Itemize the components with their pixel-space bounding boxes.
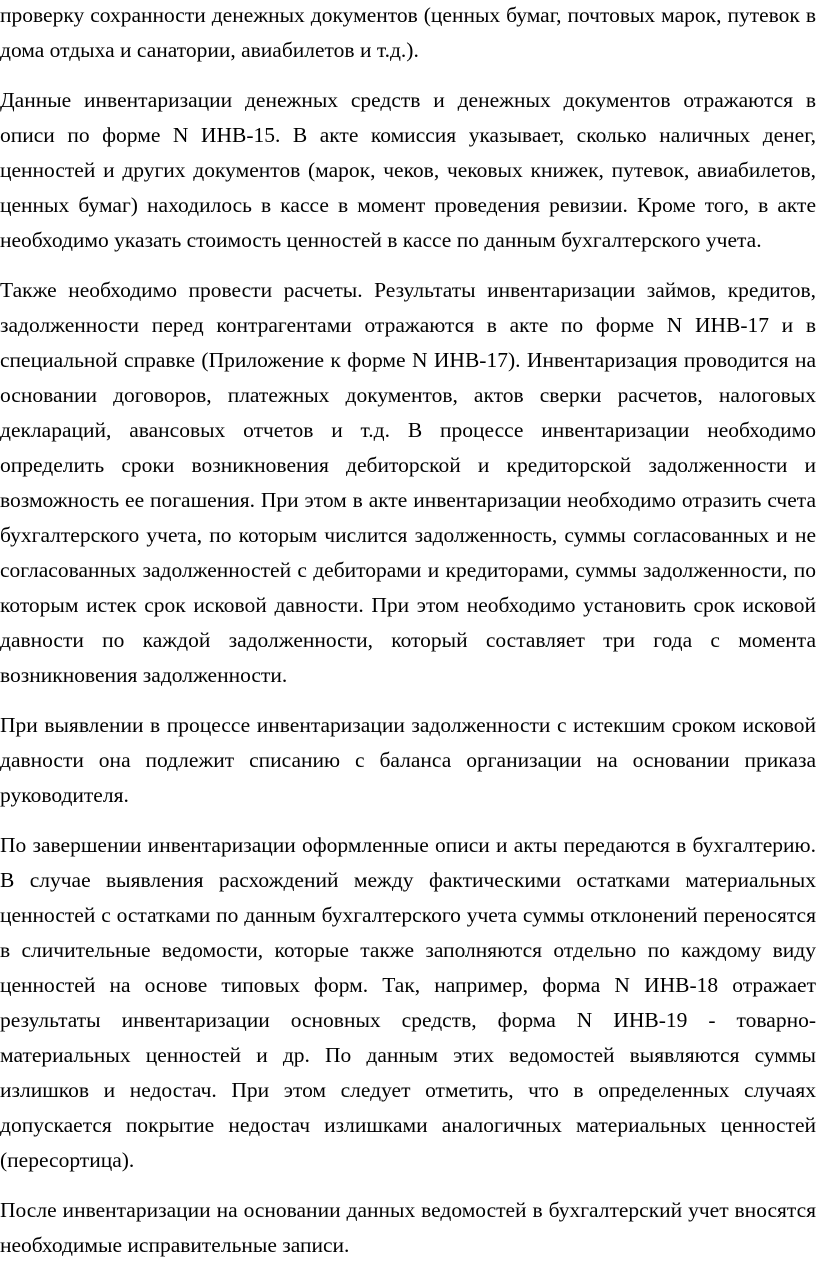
paragraph-correcting-entries: После инвентаризации на основании данных ведомостей в бухгалтерский учет вносятся необходимые исправительные записи.	[0, 1198, 816, 1257]
paragraph-cash-documents-check: проверку сохранности денежных документов (ценных бумаг, почтовых марок, путевок в дома отдыха и санатории, авиабилетов и т.д.).	[0, 3, 816, 62]
paragraph-settlements-inv17: Также необходимо провести расчеты. Результаты инвентаризации займов, кредитов, задолженности перед контрагентами отражаются в акте по форме N ИНВ-17 и в специальной справке (Приложение к форме N ИНВ-17). Инвентаризация проводится на основании договоров, платежных документов, актов сверки расчетов, налоговых деклараций, авансовых отчетов и т.д. В процессе инвентаризации необходимо определить сроки возникновения дебиторской и кредиторской задолженности и возможность ее погашения. При этом в акте инвентаризации необходимо отразить счета бухгалтерского учета, по которым числится задолженность, суммы согласованных и не согласованных задолженностей с дебиторами и кредиторами, суммы задолженности, по которым истек срок исковой давности. При этом необходимо установить срок исковой давности по каждой задолженности, который составляет три года с момента возникновения задолженности.	[0, 278, 816, 687]
paragraph-comparison-statements: По завершении инвентаризации оформленные описи и акты передаются в бухгалтерию. В случае выявления расхождений между фактическими остатками материальных ценностей с остатками по данным бухгалтерского учета суммы отклонений переносятся в сличительные ведомости, которые также заполняются отдельно по каждому виду ценностей на основе типовых форм. Так, например, форма N ИНВ-18 отражает результаты инвентаризации основных средств, форма N ИНВ-19 - товарно-материальных ценностей и др. По данным этих ведомостей выявляются суммы излишков и недостач. При этом следует отметить, что в определенных случаях допускается покрытие недостач излишками аналогичных материальных ценностей (пересортица).	[0, 833, 816, 1172]
paragraph-inv15-inventory: Данные инвентаризации денежных средств и денежных документов отражаются в описи по форме N ИНВ-15. В акте комиссия указывает, сколько наличных денег, ценностей и других документов (марок, чеков, чековых книжек, путевок, авиабилетов, ценных бумаг) находилось в кассе в момент проведения ревизии. Кроме того, в акте необходимо указать стоимость ценностей в кассе по данным бухгалтерского учета.	[0, 88, 816, 252]
paragraph-expired-debt-writeoff: При выявлении в процессе инвентаризации задолженности с истекшим сроком исковой давности она подлежит списанию с баланса организации на основании приказа руководителя.	[0, 713, 816, 807]
